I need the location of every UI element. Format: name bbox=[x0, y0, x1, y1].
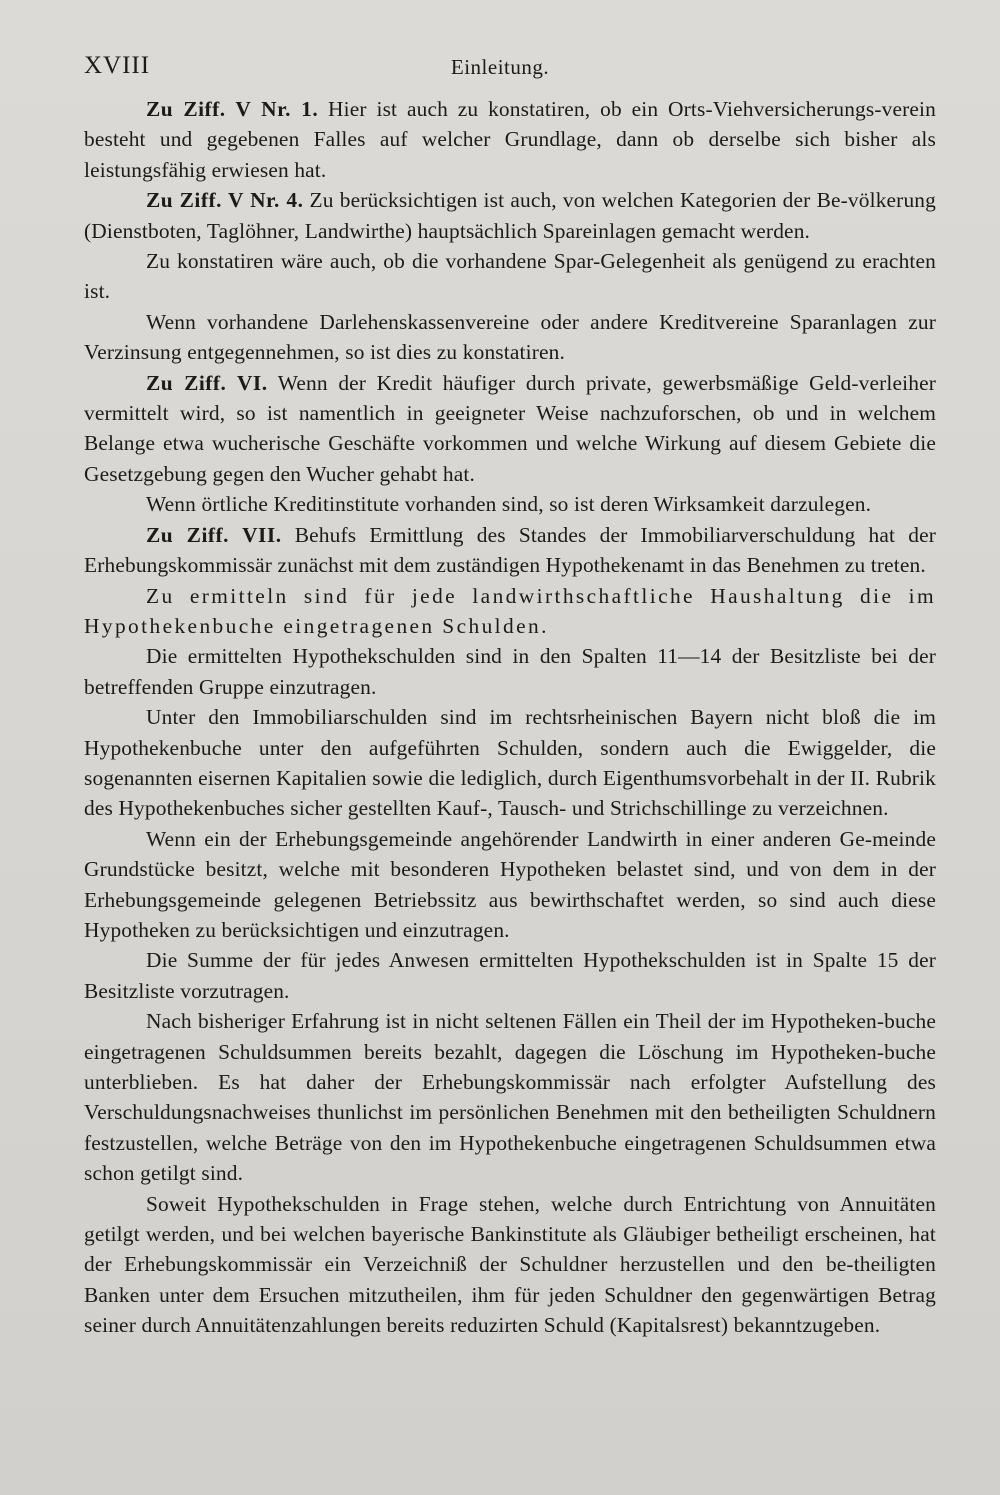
paragraph-text: Die ermittelten Hypothekschulden sind in den Spalten 11—14 der Besitzliste bei der betreffenden Gruppe einzutragen. bbox=[84, 644, 936, 699]
paragraph bbox=[84, 94, 936, 185]
paragraph-text: Hier ist auch zu konstatiren, ob ein Orts-Viehversicherungs-verein besteht und gegebenen Falles auf welcher Grundlage, dann ob derselbe sich bisher als leistungsfähig erwiesen hat. bbox=[84, 97, 936, 182]
page-body bbox=[84, 94, 936, 1341]
paragraph-text: Wenn ein der Erhebungsgemeinde angehörender Landwirth in einer anderen Ge-meinde Grundstücke besitzt, welche mit besonderen Hypotheken belastet sind, und von dem in der Erhebungsgemeinde gelegenen Betriebssitz aus bewirthschaftet werden, so sind auch diese Hypotheken zu berücksichtigen und einzutragen. bbox=[84, 826, 936, 942]
paragraph-text: Zu ermitteln sind für jede landwirthschaftliche Haushaltung die im Hypothekenbuche eingetragenen Schulden. bbox=[84, 583, 936, 638]
paragraph-text: Zu konstatiren wäre auch, ob die vorhandene Spar-Gelegenheit als genügend zu erachten ist. bbox=[84, 249, 936, 304]
paragraph bbox=[84, 520, 936, 581]
page-number: XVIII bbox=[84, 52, 151, 79]
section-reference: Zu Ziff. V Nr. 1. bbox=[146, 97, 319, 121]
paragraph-text: Wenn örtliche Kreditinstitute vorhanden sind, so ist deren Wirksamkeit darzulegen. bbox=[146, 492, 872, 517]
paragraph-emphasized bbox=[84, 581, 936, 642]
paragraph bbox=[84, 185, 936, 246]
section-reference: Zu Ziff. VII. bbox=[146, 522, 282, 547]
paragraph-text: Unter den Immobiliarschulden sind im rechtsrheinischen Bayern nicht bloß die im Hypothekenbuche unter den aufgeführten Schulden, sondern auch die Ewiggelder, die sogenannten eisernen Kapitalien sowie die lediglich, durch Eigenthumsvorbehalt in der II. Rubrik des Hypothekenbuches sicher gestellten Kauf-, Tausch- und Strichschillinge zu verzeichnen. bbox=[84, 705, 936, 821]
paragraph-text: Nach bisheriger Erfahrung ist in nicht seltenen Fällen ein Theil der im Hypotheken-buche eingetragenen Schuldsummen bereits bezahlt, dagegen die Löschung im Hypotheken-buche unterblieben. Es hat daher der Erhebungskommissär nach erfolgter Aufstellung des Verschuldungsnachweises thunlichst im persönlichen Benehmen mit den betheiligten Schuldnern festzustellen, welche Beträge von den im Hypothekenbuche eingetragenen Schuldsummen etwa schon getilgt sind. bbox=[84, 1009, 936, 1186]
section-reference: Zu Ziff. V Nr. 4. bbox=[146, 188, 304, 213]
paragraph bbox=[84, 1006, 936, 1188]
paragraph bbox=[84, 368, 936, 490]
paragraph-text: Wenn der Kredit häufiger durch private, gewerbsmäßige Geld-verleiher vermittelt wird, so ist namentlich in geeigneter Weise nachzuforschen, ob und in welchem Belange etwa wucherische Geschäfte vorkommen und welche Wirkung auf diesem Gebiete die Gesetzgebung gegen den Wucher gehabt hat. bbox=[84, 370, 936, 486]
paragraph bbox=[84, 307, 936, 368]
paragraph-text: Wenn vorhandene Darlehenskassenvereine oder andere Kreditvereine Sparanlagen zur Verzinsung entgegennehmen, so ist dies zu konstatiren. bbox=[84, 309, 936, 365]
running-head: Einleitung. bbox=[450, 55, 550, 79]
paragraph bbox=[84, 641, 936, 702]
paragraph-text: Zu berücksichtigen ist auch, von welchen Kategorien der Be-völkerung (Dienstboten, Taglöhner, Landwirthe) hauptsächlich Spareinlagen gemacht werden. bbox=[84, 188, 936, 243]
paragraph-text: Behufs Ermittlung des Standes der Immobiliarverschuldung hat der Erhebungskommissär zunächst mit dem zuständigen Hypothekenamt in das Benehmen zu treten. bbox=[84, 522, 936, 578]
paragraph bbox=[84, 702, 936, 824]
paragraph bbox=[84, 1189, 936, 1341]
page-header bbox=[84, 52, 916, 92]
paragraph bbox=[84, 824, 936, 946]
paragraph-text: Die Summe der für jedes Anwesen ermittelten Hypothekschulden ist in Spalte 15 der Besitzliste vorzutragen. bbox=[84, 948, 936, 1003]
paragraph-text: Soweit Hypothekschulden in Frage stehen, welche durch Entrichtung von Annuitäten getilgt werden, und bei welchen bayerische Bankinstitute als Gläubiger betheiligt erscheinen, hat der Erhebungskommissär ein Verzeichniß der Schuldner herzustellen und den be-theiligten Banken unter dem Ersuchen mitzutheilen, ihm für jeden Schuldner den gegenwärtigen Betrag seiner durch Annuitätenzahlungen bereits reduzirten Schuld (Kapitalsrest) bekanntzugeben. bbox=[84, 1191, 936, 1338]
paragraph bbox=[84, 246, 936, 307]
paragraph bbox=[84, 945, 936, 1006]
section-reference: Zu Ziff. VI. bbox=[146, 370, 268, 395]
paragraph bbox=[84, 489, 936, 519]
